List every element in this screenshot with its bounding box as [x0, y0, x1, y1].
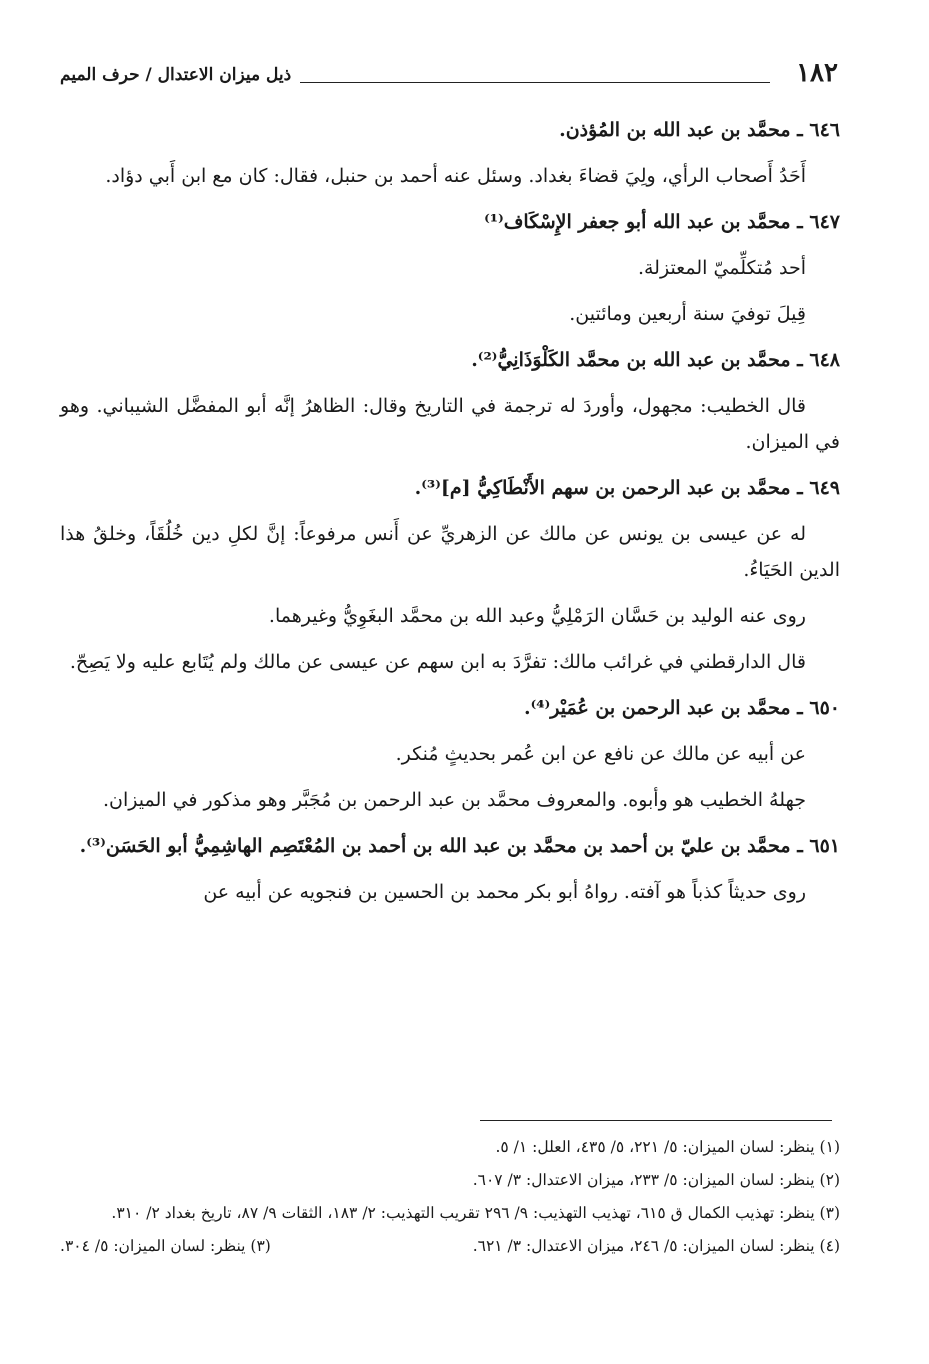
footnote-4: (٤) ينظر: لسان الميزان: ٥/ ٢٤٦، ميزان الاعتدال: ٣/ ٦٢١.	[472, 1237, 840, 1255]
entry-647-text-2: قِيلَ توفيَ سنة أربعين ومائتين.	[569, 303, 806, 325]
entry-heading-647: ٦٤٧ ـ محمَّد بن عبد الله أبو جعفر الإِسْكَاف⁽¹⁾	[484, 211, 840, 233]
entry-649-text-2: روى عنه الوليد بن حَسَّان الرَمْلِيُّ وعبد الله بن محمَّد البغَوِيُّ وغيرهما.	[268, 605, 806, 627]
footnote-2: (٢) ينظر: لسان الميزان: ٥/ ٢٣٣، ميزان الاعتدال: ٣/ ٦٠٧.	[472, 1171, 840, 1189]
entry-651-text: روى حديثاً كذباً هو آفته. رواهُ أبو بكر محمد بن الحسين بن فنجويه عن أبيه عن	[203, 881, 806, 903]
header-rule	[300, 82, 770, 83]
footnotes	[60, 1133, 840, 1261]
footnote-rule	[480, 1120, 832, 1121]
entry-heading-649: ٦٤٩ ـ محمَّد بن عبد الرحمن بن سهم الأَنْطَاكِيُّ [م]⁽³⁾.	[414, 477, 840, 499]
page-number: ١٨٢	[796, 58, 838, 88]
entry-heading-646: ٦٤٦ ـ محمَّد بن عبد الله بن المُؤذن.	[559, 119, 840, 141]
entry-650-text-2: جهلهُ الخطيب هو وأبوه. والمعروف محمَّد بن عبد الرحمن بن مُجَبَّر وهو مذكور في الميزان.	[103, 789, 806, 811]
footnote-row-4	[60, 1232, 840, 1261]
page-header	[60, 58, 840, 92]
running-title: ذيل ميزان الاعتدال / حرف الميم	[60, 65, 292, 85]
entry-heading-650: ٦٥٠ ـ محمَّد بن عبد الرحمن بن عُمَيْر⁽⁴⁾.	[524, 697, 840, 719]
main-text	[60, 112, 840, 920]
entry-647-text-1: أحد مُتكلِّميّ المعتزلة.	[637, 257, 806, 279]
entry-649-text-3: قال الدارقطني في غرائب مالك: تفرَّدَ به ابن سهم عن عيسى عن مالك ولم يُتَابع عليه ولا يَصِحّ.	[69, 651, 806, 673]
entry-heading-651: ٦٥١ ـ محمَّد بن عليّ بن أحمد بن محمَّد بن عبد الله بن أحمد بن المُعْتَصِم الهاشِمِيُّ أبو الحَسَن⁽³⁾.	[79, 835, 840, 857]
entry-649-text-1: له عن عيسى بن يونس عن مالك عن الزهريِّ عن أَنس مرفوعاً: إنَّ لكلِ دين خُلُقَاً، وخلقُ هذا الدين الحَيَاءُ.	[60, 523, 840, 581]
entry-648-text: قال الخطيب: مجهول، وأوردَ له ترجمة في التاريخ وقال: الظاهرُ إنَّه أبو المفضَّل الشيباني. وهو في الميزان.	[60, 395, 840, 453]
entry-650-text-1: عن أبيه عن مالك عن نافع عن ابن عُمر بحديثٍ مُنكر.	[395, 743, 806, 765]
entry-646-text: أَحَدُ أَصحاب الرأي، ولِيَ قضاءَ بغداد. وسئل عنه أحمد بن حنبل، فقال: كان مع ابن أَبي دؤاد.	[105, 165, 806, 187]
footnote-5: (٣) ينظر: لسان الميزان: ٥/ ٣٠٤.	[60, 1237, 271, 1255]
footnote-1: (١) ينظر: لسان الميزان: ٥/ ٢٢١، ٥/ ٤٣٥، العلل: ١/ ٥.	[495, 1138, 840, 1156]
footnote-3: (٣) ينظر: تهذيب الكمال ق ٦١٥، تهذيب التهذيب: ٩/ ٢٩٦ تقريب التهذيب: ٢/ ١٨٣، الثقات ٩/ ٨٧، تاريخ بغداد ٢/ ٣١٠.	[111, 1204, 840, 1222]
entry-heading-648: ٦٤٨ ـ محمَّد بن عبد الله بن محمَّد الكَلْوَذَانِيُّ⁽²⁾.	[471, 349, 840, 371]
